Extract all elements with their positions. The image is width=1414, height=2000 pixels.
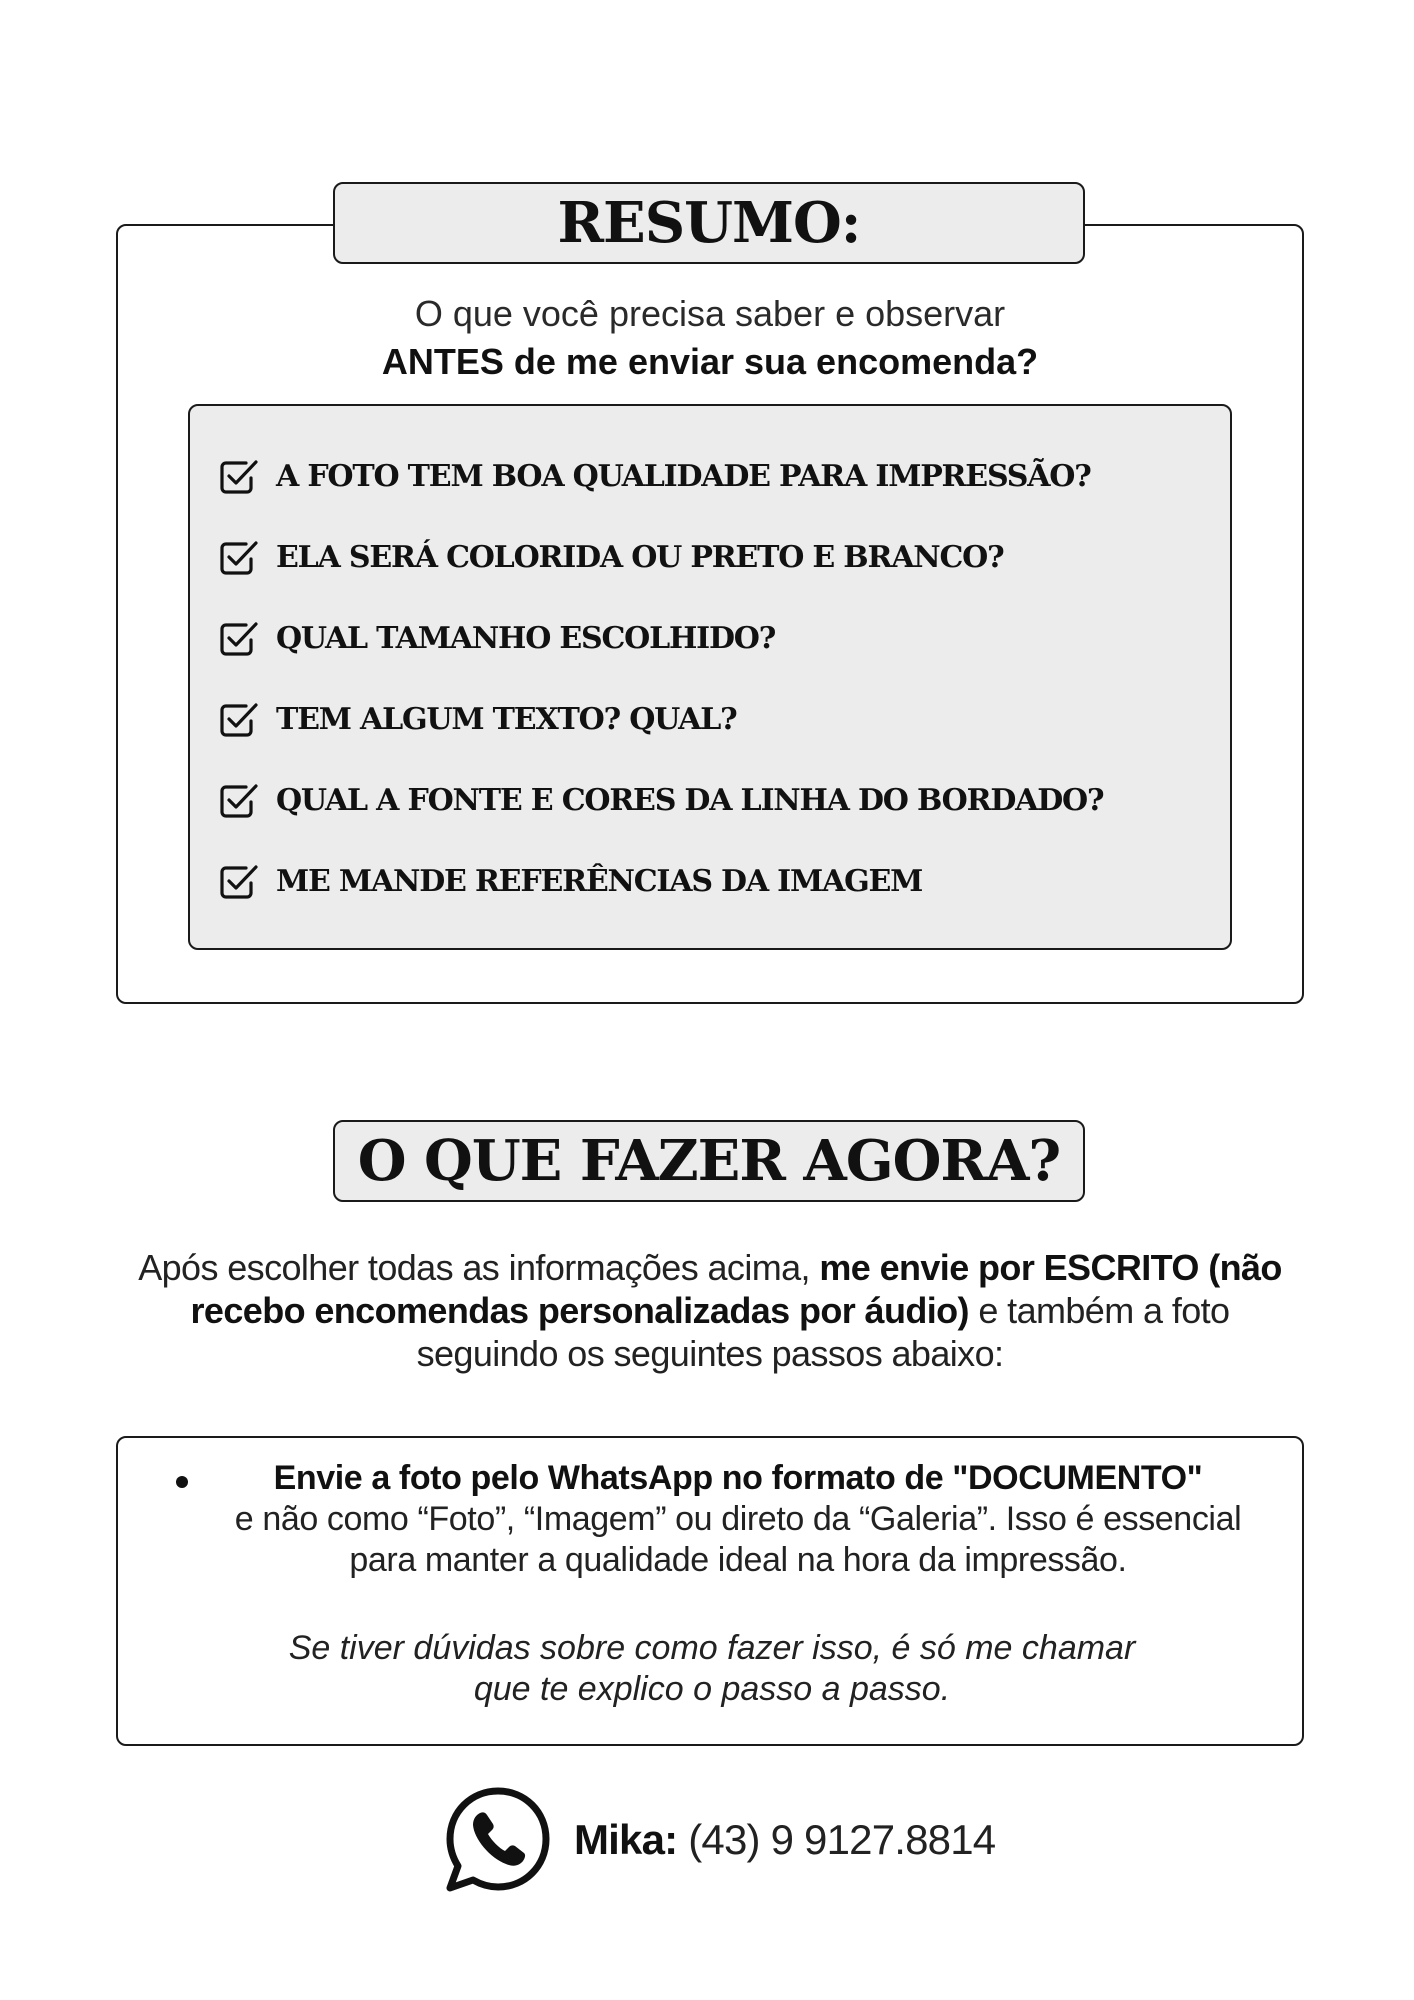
checklist-item-text: ME MANDE REFERÊNCIAS DA IMAGEM [276,863,923,899]
checklist-item-text: A FOTO TEM BOA QUALIDADE PARA IMPRESSÃO? [276,458,1091,494]
contact-phone[interactable]: (43) 9 9127.8814 [688,1816,996,1863]
help-note-line-2: que te explico o passo a passo. [473,1670,951,1708]
document-instruction-bold: Envie a foto pelo WhatsApp no formato de "DOCUMENTO" [273,1459,1203,1497]
checklist-item [216,859,1103,903]
checkbox-checked-icon [216,697,260,741]
subtitle-line-1: O que você precisa saber e observar [414,293,1006,334]
instructions-part-2: e também a foto seguindo os seguintes passos abaixo: [416,1290,1230,1374]
checklist-item-text: ELA SERÁ COLORIDA OU PRETO E BRANCO? [276,539,1004,575]
resumo-subtitle [116,290,1304,386]
document-instruction [208,1458,1268,1581]
checklist-item [216,535,1103,579]
help-note-line-1: Se tiver dúvidas sobre como fazer isso, é só me chamar [288,1629,1136,1667]
subtitle-line-2: ANTES de me enviar sua encomenda? [381,341,1039,382]
agora-title: O QUE FAZER AGORA? [333,1120,1085,1202]
contact-text [574,1816,995,1864]
whatsapp-icon [440,1782,556,1898]
checklist-item [216,454,1103,498]
checklist-item [216,778,1103,822]
checkbox-checked-icon [216,616,260,660]
instructions-text [120,1246,1300,1375]
instructions-part-1: Após escolher todas as informações acima, [138,1247,820,1288]
checklist-item [216,616,1103,660]
checklist-item-text: QUAL A FONTE E CORES DA LINHA DO BORDADO? [276,782,1104,818]
checklist-item-text: QUAL TAMANHO ESCOLHIDO? [276,620,776,656]
resumo-title: RESUMO: [333,182,1085,264]
checklist [216,454,1103,940]
checkbox-checked-icon [216,535,260,579]
instructions-bold: me envie por ESCRITO (não recebo encomendas personalizadas por áudio) [190,1247,1282,1331]
document-instructions-box [116,1436,1304,1746]
checkbox-checked-icon [216,859,260,903]
checklist-box [188,404,1232,950]
help-note [118,1628,1306,1710]
bullet-icon [176,1476,188,1488]
checkbox-checked-icon [216,454,260,498]
checklist-item [216,697,1103,741]
document-instruction-rest: e não como “Foto”, “Imagem” ou direto da “Galeria”. Isso é essencial para manter a qualidade ideal na hora da impressão. [234,1500,1242,1579]
checkbox-checked-icon [216,778,260,822]
checklist-item-text: TEM ALGUM TEXTO? QUAL? [276,701,737,737]
contact-name: Mika: [574,1816,678,1863]
contact[interactable] [440,1782,995,1898]
